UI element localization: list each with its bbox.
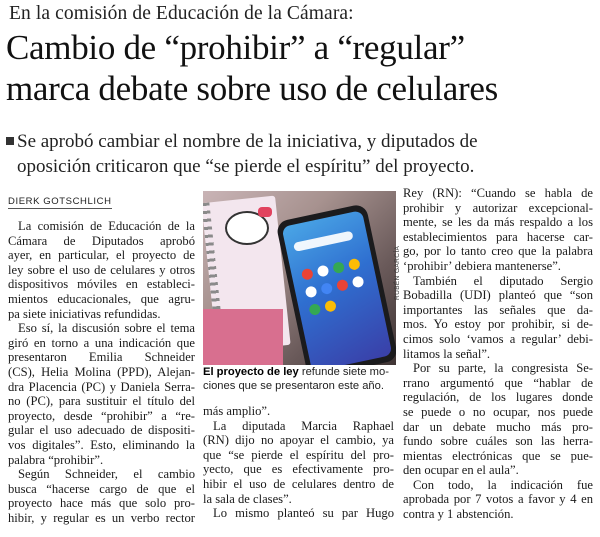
text-line: rrano argumentó que “hablar de (403, 375, 593, 390)
text-line: ley sobre el uso de celulares y otros (8, 262, 195, 277)
phone-screen (282, 210, 393, 365)
text-line: dispositivos móviles en estableci- (8, 277, 195, 292)
text-line: proyecto hace más que solo pro- (8, 496, 195, 511)
app-icon (308, 303, 321, 316)
text-line: busca “hacerse cargo de que el (8, 481, 195, 496)
app-icon (336, 279, 349, 292)
article-column-2 (203, 404, 394, 521)
smartphone-illustration (275, 203, 396, 365)
headline-line: Cambio de “prohibir” a “regular” (6, 28, 465, 67)
photo-credit: RUBÉN GARCÍA (394, 245, 401, 300)
text-line: mente, se les da más respaldo a los (403, 215, 593, 230)
cartoon-bow-illustration (258, 207, 272, 217)
text-line: palabra “prohibir”. (8, 452, 104, 467)
text-line: mientas electrónicas que se pue- (403, 448, 593, 463)
text-line: go, por lo tanto creo que la palabra (403, 244, 593, 259)
app-icon (320, 282, 333, 295)
text-line: También el diputado Sergio (413, 273, 593, 288)
caption-bold: El proyecto de ley (203, 366, 299, 378)
deck (17, 129, 597, 179)
text-line: gular el uso adecuado de dispositi- (8, 423, 195, 438)
text-line: La diputada Marcia Raphael (213, 418, 394, 433)
text-line: Bobadilla (UDI) planteó que “son (403, 288, 593, 303)
byline: DIERK GOTSCHLICH (8, 196, 112, 207)
text-line: presentaron Emilia Schneider (8, 350, 195, 365)
text-line: vos digitales”. Esto, eliminando la (8, 437, 195, 452)
pink-object (203, 309, 283, 365)
caption-text: ciones que se presentaron este año. (203, 379, 384, 392)
text-line: mientos educacionales, que agru- (8, 291, 195, 306)
app-icon (352, 275, 365, 288)
text-line: que “se pierde el espíritu del pro- (203, 447, 394, 462)
text-line: den ocupar en el aula”. (403, 463, 519, 478)
text-line: dra Placencia (PC) y Daniela Serra- (8, 379, 195, 394)
text-line: regulación, de los lugares donde (403, 390, 593, 405)
headline-line: marca debate sobre uso de celulares (6, 69, 498, 108)
text-line: no (PC), para sustituir el título del (8, 394, 195, 409)
article-column-1 (8, 219, 195, 525)
text-line: hibir, y regular es un verbo rector (8, 510, 195, 525)
headline (6, 27, 596, 109)
text-line: giró en torno a una indicación que (8, 335, 195, 350)
text-line: proyecto, desde “prohibir” a “re- (8, 408, 195, 423)
text-line: mos. Yo estoy por prohibir, si de- (403, 317, 593, 332)
caption-text: refunde siete mo- (298, 366, 389, 378)
text-line: Rey (RN): “Cuando se habla de (403, 186, 593, 200)
article-column-3 (403, 186, 593, 522)
text-line: aprobada por 7 votos a favor y 4 en (403, 492, 593, 507)
app-icon (324, 300, 337, 313)
text-line: la sala de clases”. (203, 491, 292, 506)
text-line: se puede o no ocupar, nos puede (403, 404, 593, 419)
text-line: Con todo, la indicación fue (413, 477, 593, 492)
text-line: cimos solo ‘vamos a regular’ debi- (403, 331, 593, 346)
app-icon (348, 258, 361, 271)
text-line: ‘prohibir’ debiera mantenerse”. (403, 258, 561, 273)
text-line: fundo sobre cuáles son las herra- (403, 434, 593, 449)
text-line: La comisión de Educación de la (18, 219, 195, 233)
app-icon (301, 268, 314, 281)
text-line: más amplio”. (203, 404, 271, 418)
text-line: Por su parte, la congresista Se- (413, 361, 593, 376)
text-line: Lo mismo planteó su par Hugo (213, 506, 394, 521)
text-line: Según Schneider, el cambio (18, 467, 195, 482)
app-icon (317, 264, 330, 277)
text-line: establecimientos para hacerse car- (403, 229, 593, 244)
deck-bullet-icon (6, 137, 14, 145)
text-line: hibir el uso de celulares dentro de (203, 476, 394, 491)
text-line: importantes las señales que da- (403, 302, 593, 317)
photo-caption (203, 366, 396, 393)
phone-search-bar (293, 231, 354, 252)
deck-line: oposición criticaron que “se pierde el espíritu” del proyecto. (17, 156, 475, 177)
text-line: ayer, en particular, el proyecto de (8, 248, 195, 263)
text-line: Cámara de Diputados aprobó (8, 233, 195, 248)
text-line: prohibir y autorizar excepcional- (403, 200, 593, 215)
deck-line: Se aprobó cambiar el nombre de la iniciativa, y diputados de (17, 131, 478, 152)
article-photo (203, 191, 396, 365)
text-line: dar un debate mucho más pro- (403, 419, 593, 434)
app-icon (305, 285, 318, 298)
text-line: litamos la señal”. (403, 346, 491, 361)
text-line: contra y 1 abstención. (403, 507, 514, 522)
text-line: Eso sí, la discusión sobre el tema (18, 321, 195, 336)
text-line: pa siete iniciativas refundidas. (8, 306, 161, 321)
kicker: En la comisión de Educación de la Cámara: (9, 3, 354, 24)
app-icon (332, 261, 345, 274)
text-line: (CS), Helia Molina (PPD), Alejan- (8, 364, 195, 379)
text-line: (RN) dijo no apoyar el cambio, ya (203, 433, 394, 448)
text-line: yecto, que es efectivamente pro- (203, 462, 394, 477)
